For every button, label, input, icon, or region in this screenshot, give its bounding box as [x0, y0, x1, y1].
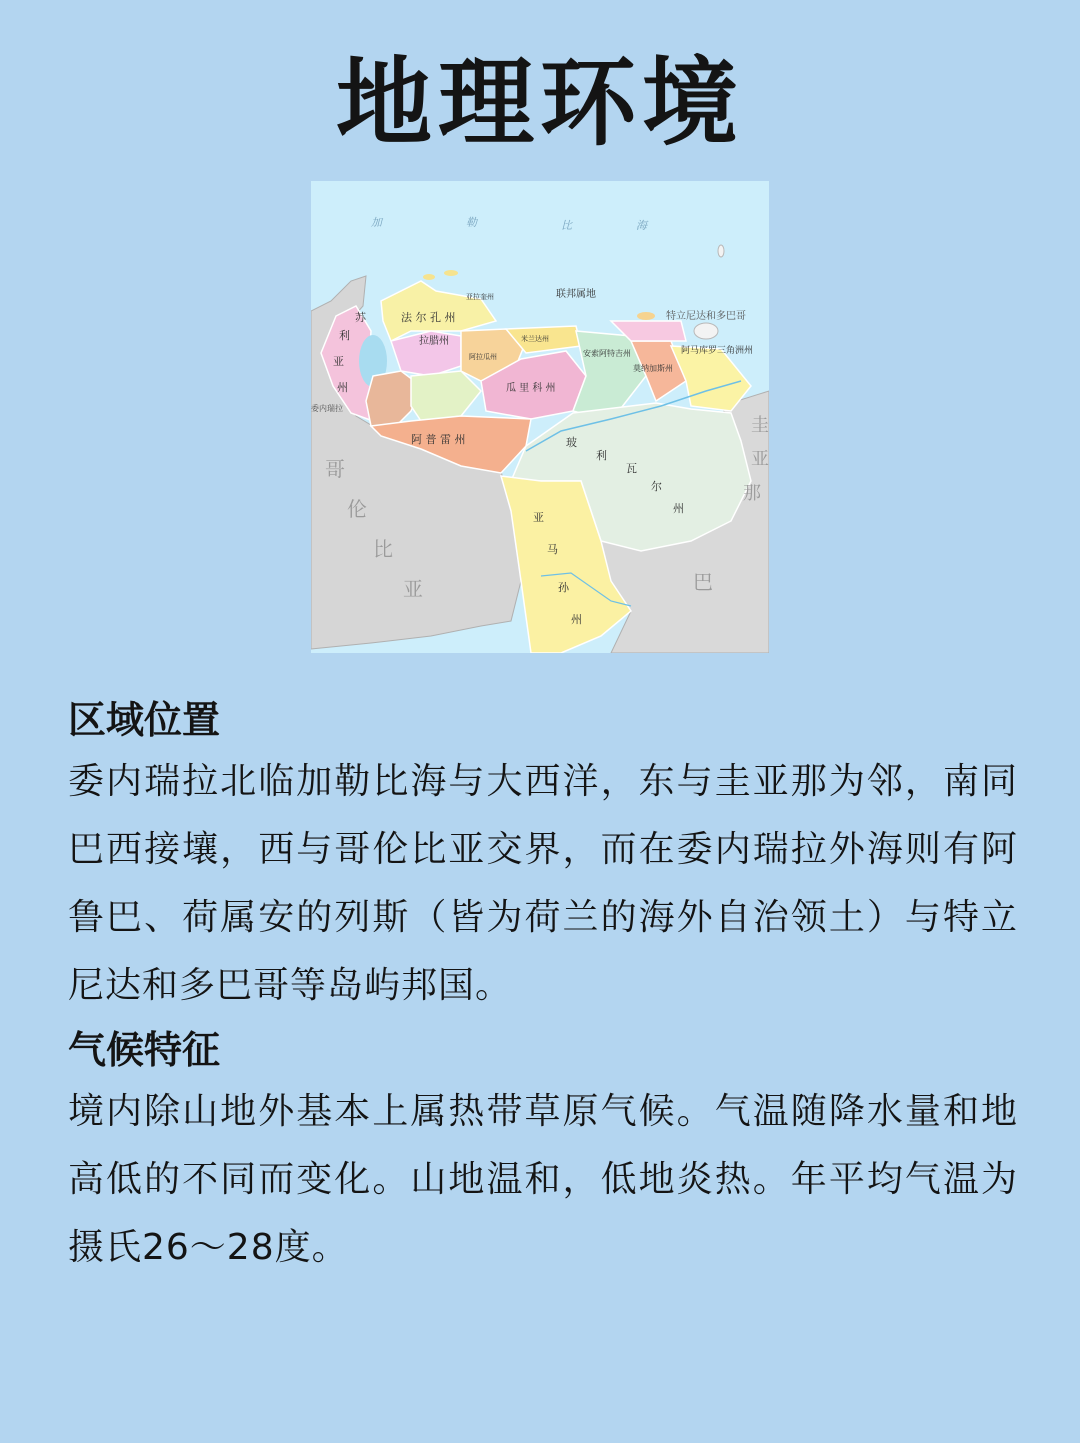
label-lara: 拉腊州: [419, 336, 449, 347]
label-miranda: 米兰达州: [521, 335, 549, 343]
label-colombia-4: 亚: [403, 577, 423, 601]
label-colombia-3: 比: [373, 537, 393, 561]
label-apure: 阿 普 雷 州: [411, 433, 466, 446]
section-location: [68, 692, 1018, 1020]
section-body: 委内瑞拉北临加勒比海与大西洋，东与圭亚那为邻，南同巴西接壤，西与哥伦比亚交界，而在委内瑞拉外海则有阿鲁巴、荷属安的列斯（皆为荷兰的海外自治领土）与特立尼达和多巴哥等岛屿邦国。: [68, 761, 1018, 1006]
label-bolivar-2: 利: [596, 449, 607, 462]
section-heading: 气候特征: [68, 1028, 221, 1072]
label-delta-amacuro: 阿马库罗三角洲州: [681, 346, 754, 356]
label-guarico: 瓜 里 科 州: [506, 383, 556, 394]
label-trinidad-tobago: 特立尼达和多巴哥: [666, 311, 746, 322]
label-guyana-2: 亚: [751, 449, 769, 470]
label-bolivar-5: 州: [673, 502, 684, 515]
map-graphic: [311, 181, 769, 653]
label-zulia-3: 亚: [333, 355, 344, 368]
curacao-island: [444, 270, 458, 276]
margarita-island: [637, 312, 655, 320]
label-amazonas-3: 孙: [558, 581, 569, 594]
aruba-island: [423, 274, 435, 280]
trinidad-island: [694, 323, 718, 339]
section-heading: 区域位置: [68, 698, 221, 742]
label-anzoategui: 安索阿特吉州: [583, 349, 631, 358]
label-bolivar-4: 尔: [651, 480, 662, 493]
label-guyana-3: 那: [743, 483, 761, 504]
tobago-island: [718, 245, 724, 257]
sea-label-1: 加: [371, 216, 382, 229]
page-title: 地理环境: [336, 47, 744, 159]
sea-label-4: 海: [636, 219, 647, 232]
label-amazonas-2: 马: [547, 543, 558, 556]
label-falcon: 法 尔 孔 州: [401, 311, 456, 324]
section-body: 境内除山地外基本上属热带草原气候。气温随降水量和地高低的不同而变化。山地温和，低地炎热。年平均气温为摄氏26～28度。: [68, 1091, 1018, 1268]
content-area: [68, 692, 1018, 1284]
label-brazil: 巴: [693, 570, 713, 594]
label-zulia-4: 州: [337, 381, 348, 394]
label-yaracuy: 亚拉奎州: [466, 293, 494, 301]
label-federal-dependencies: 联邦属地: [556, 289, 596, 300]
label-monagas: 莫纳加斯州: [633, 364, 673, 373]
label-bolivar-3: 瓦: [626, 462, 637, 475]
label-amazonas-4: 州: [571, 613, 582, 626]
label-zulia-1: 苏: [355, 311, 366, 324]
sea-label-2: 勒: [466, 216, 477, 229]
label-aragua: 阿拉瓜州: [469, 353, 497, 361]
label-amazonas-1: 亚: [533, 511, 544, 524]
label-bolivar-1: 玻: [566, 436, 577, 449]
label-colombia-2: 伦: [347, 497, 367, 521]
venezuela-map: [311, 181, 769, 653]
section-climate: [68, 1022, 1018, 1282]
label-zulia-2: 利: [339, 329, 350, 342]
sea-label-3: 比: [561, 219, 572, 232]
label-guyana-1: 圭: [751, 415, 769, 436]
label-venezuela: 委内瑞拉: [311, 404, 343, 413]
label-colombia-1: 哥: [325, 457, 345, 481]
